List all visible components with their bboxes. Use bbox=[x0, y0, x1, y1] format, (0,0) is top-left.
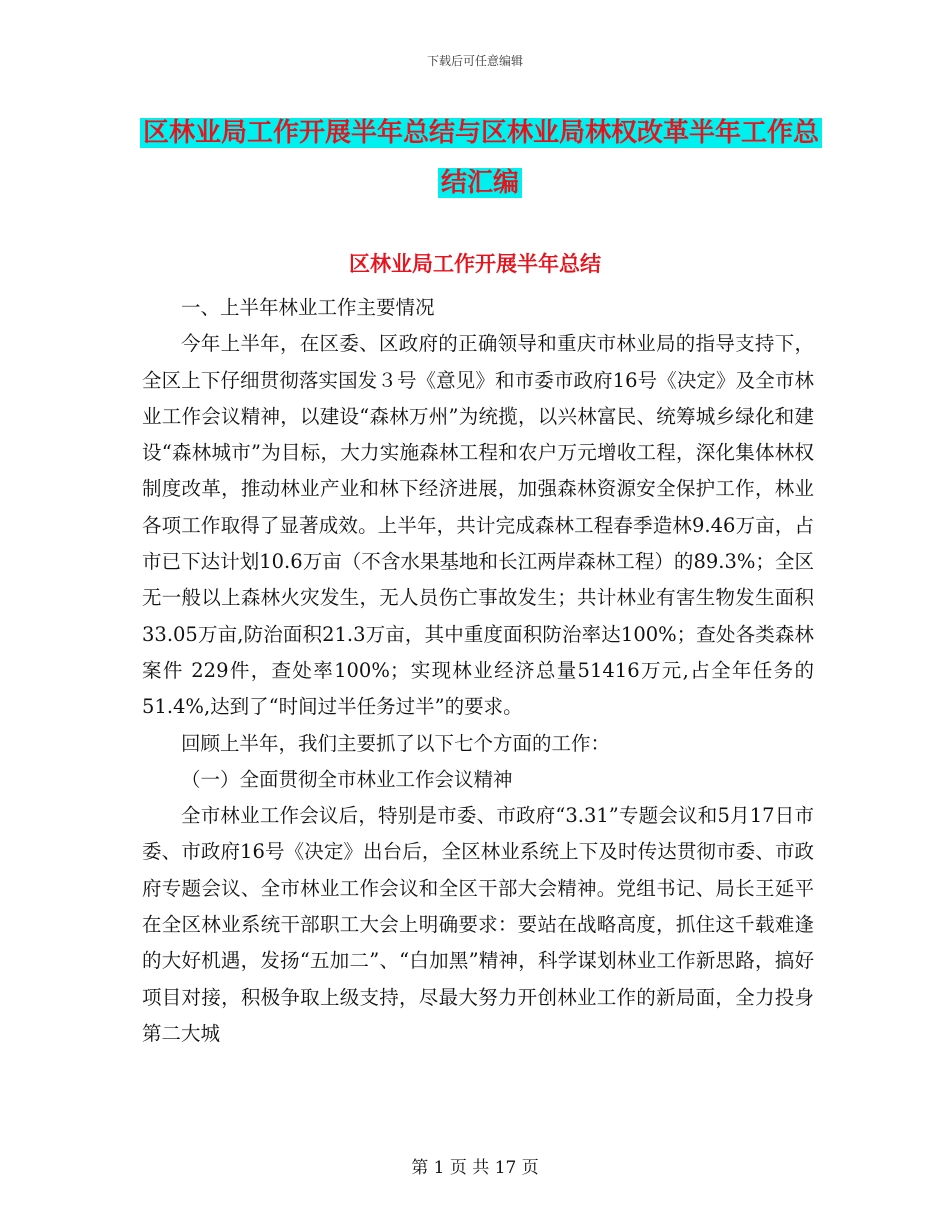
document-body bbox=[142, 290, 814, 1052]
page-header-note: 下载后可任意编辑 bbox=[426, 54, 523, 68]
paragraph-review: 回顾上半年，我们主要抓了以下七个方面的工作： bbox=[181, 731, 611, 755]
section-title: 区林业局工作开展半年总结 bbox=[349, 252, 601, 276]
paragraph-heading-1: 一、上半年林业工作主要情况 bbox=[181, 296, 435, 319]
page-number: 第 1 页 共 17 页 bbox=[411, 1158, 539, 1178]
document-title-block bbox=[140, 108, 820, 208]
paragraph-meeting: 全市林业工作会议后，特别是市委、市政府“3.31”专题会议和5月17日市委、市政府16号《决定》出台后，全区林业系统上下及时传达贯彻市委、市政府专题会议、全市林业工作会议和全区干部大会精神。党组书记、局长王延平在全区林业系统干部职工大会上明确要求：要站在战略高度，抓住这千载难逢的大好机遇，发扬“五加二”、“白加黑”精神，科学谋划林业工作新思路，搞好项目对接，积极争取上级支持，尽最大努力开创林业工作的新局面，全力投身第二大城 bbox=[142, 804, 814, 1045]
paragraph-summary: 今年上半年，在区委、区政府的正确领导和重庆市林业局的指导支持下，全区上下仔细贯彻落实国发３号《意见》和市委市政府16号《决定》及全市林业工作会议精神，以建设“森林万州”为统揽，以兴林富民、统筹城乡绿化和建设“森林城市”为目标，大力实施森林工程和农户万元增收工程，深化集体林权制度改革，推动林业产业和林下经济进展，加强森林资源安全保护工作，林业各项工作取得了显著成效。上半年，共计完成森林工程春季造林9.46万亩，占市已下达计划10.6万亩（不含水果基地和长江两岸森林工程）的89.3%；全区无一般以上森林火灾发生，无人员伤亡事故发生；共计林业有害生物发生面积33.05万亩,防治面积21.3万亩，其中重度面积防治率达100%；查处各类森林案件 229件，查处率100%；实现林业经济总量51416万元,占全年任务的51.4%,达到了“时间过半任务过半”的要求。 bbox=[142, 332, 814, 719]
document-title: 区林业局工作开展半年总结与区林业局林权改革半年工作总结汇编 bbox=[140, 118, 822, 198]
paragraph-subheading-1: （一）全面贯彻全市林业工作会议精神 bbox=[181, 767, 513, 791]
